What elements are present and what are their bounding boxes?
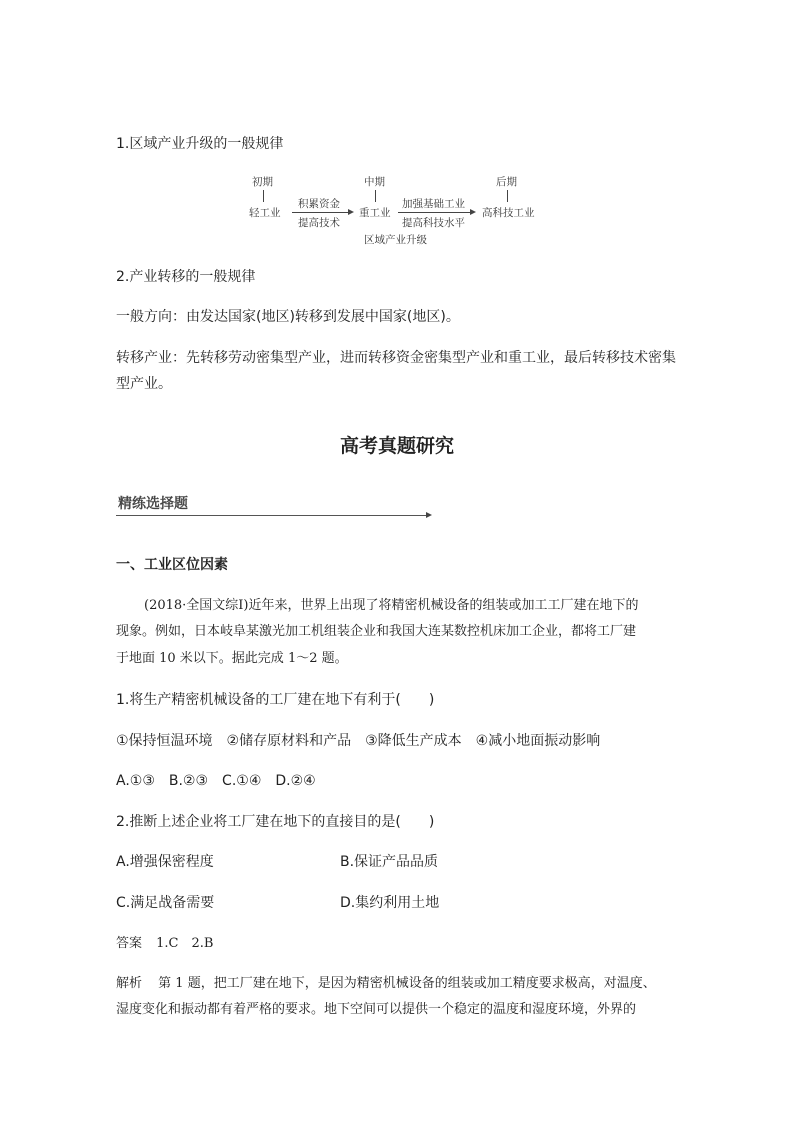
diagram-late-industry: 高科技工业 — [482, 207, 535, 219]
answer-value: 1.C 2.B — [156, 936, 214, 951]
banner-arrow-line — [116, 515, 430, 516]
diagram-arrow2 — [398, 212, 474, 213]
diagram-mid-tick — [375, 190, 376, 202]
q1-items: ①保持恒温环境 ②储存原材料和产品 ③降低生产成本 ④减小地面振动影响 — [116, 733, 601, 749]
diagram-mid-industry: 重工业 — [359, 207, 391, 219]
q2-option-a: A.增强保密程度 — [116, 854, 214, 870]
analysis-text-line1: 第 1 题，把工厂建在地下，是因为精密机械设备的组装或加工精度要求极高，对温度、 — [158, 976, 656, 991]
diagram-late-label: 后期 — [496, 176, 517, 188]
passage-line2: 现象。例如，日本岐阜某激光加工机组装企业和我国大连某数控机床加工企业，都将工厂建 — [116, 624, 637, 639]
analysis-text-line2: 湿度变化和振动都有着严格的要求。地下空间可以提供一个稳定的温度和湿度环境，外界的 — [116, 1002, 637, 1017]
answer-label: 答案 — [116, 936, 143, 951]
diagram-arrow1 — [292, 212, 352, 213]
diagram-arrow2-top: 加强基础工业 — [402, 198, 465, 210]
analysis-line1 — [116, 974, 656, 994]
answer-line — [116, 934, 213, 954]
diagram-arrow1-bottom: 提高技术 — [298, 217, 340, 229]
transfer-direction: 一般方向：由发达国家(地区)转移到发展中国家(地区)。 — [116, 309, 460, 325]
diagram-arrow2-bottom: 提高科技水平 — [402, 217, 465, 229]
section2-heading: 2.产业转移的一般规律 — [116, 269, 256, 285]
part-heading: 一、工业区位因素 — [116, 557, 228, 573]
diagram-early-tick — [263, 190, 264, 202]
passage-line3: 于地面 10 米以下。据此完成 1～2 题。 — [116, 651, 348, 666]
diagram-early-label: 初期 — [252, 176, 273, 188]
diagram-arrow1-top: 积累资金 — [298, 198, 340, 210]
passage-line1: (2018·全国文综Ⅰ)近年来，世界上出现了将精密机械设备的组装或加工工厂建在地下的 — [144, 598, 639, 613]
analysis-label: 解析 — [116, 976, 143, 991]
diagram-mid-label: 中期 — [364, 176, 385, 188]
section1-heading: 1.区域产业升级的一般规律 — [116, 136, 284, 152]
banner-title: 精练选择题 — [118, 496, 188, 512]
q2-option-c: C.满足战备需要 — [116, 895, 215, 911]
q2-option-d: D.集约利用土地 — [340, 895, 440, 911]
transfer-industry-line1: 转移产业：先转移劳动密集型产业，进而转移资金密集型产业和重工业，最后转移技术密集 — [116, 350, 676, 366]
q1-stem: 1.将生产精密机械设备的工厂建在地下有利于( ) — [116, 692, 435, 708]
q2-option-b: B.保证产品品质 — [340, 854, 439, 870]
diagram-early-industry: 轻工业 — [249, 207, 281, 219]
diagram-caption: 区域产业升级 — [364, 234, 427, 246]
diagram-late-tick — [507, 190, 508, 202]
q2-stem: 2.推断上述企业将工厂建在地下的直接目的是( ) — [116, 814, 435, 830]
q1-options: A.①③ B.②③ C.①④ D.②④ — [116, 773, 316, 789]
main-title: 高考真题研究 — [339, 435, 454, 457]
transfer-industry-line2: 型产业。 — [116, 376, 172, 392]
